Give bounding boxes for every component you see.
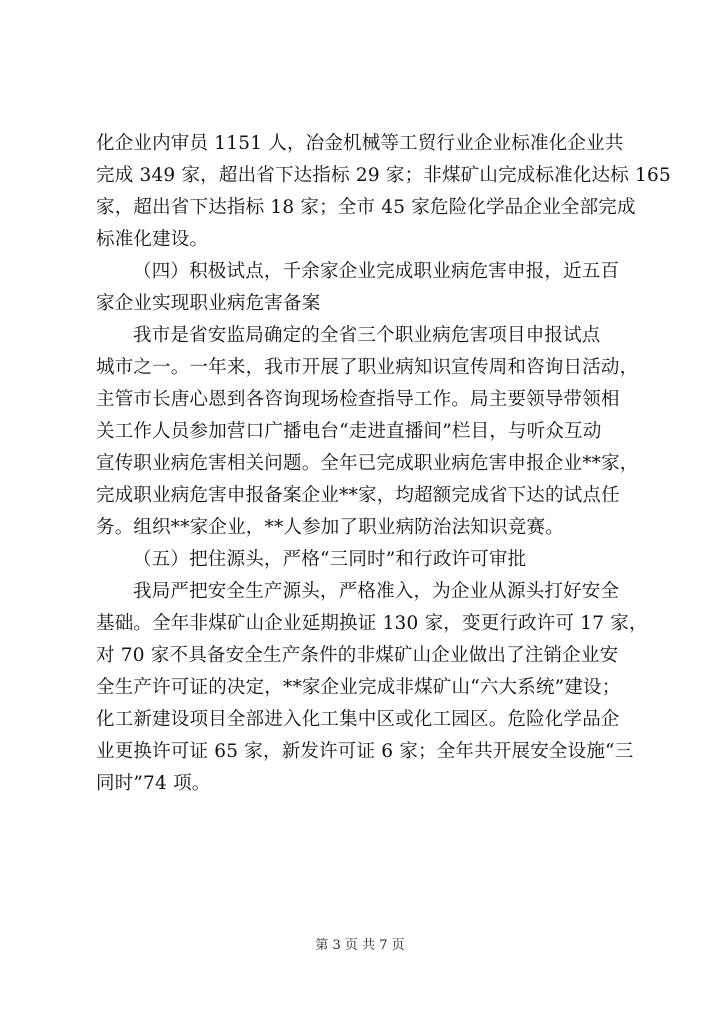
text-line-13: 务。组织**家企业，**人参加了职业病防治法知识竞赛。 bbox=[96, 517, 564, 538]
text-line-15: 我局严把安全生产源头，严格准入，为企业从源头打好安全 bbox=[133, 581, 620, 602]
section-heading-4-line-2: 家企业实现职业病危害备案 bbox=[96, 293, 321, 314]
section-heading-4-line-1: （四）积极试点，千余家企业完成职业病危害申报，近五百 bbox=[133, 261, 620, 282]
text-line-12: 完成职业病危害申报备案企业**家，均超额完成省下达的试点任 bbox=[96, 485, 620, 506]
text-line-21: 同时”74 项。 bbox=[96, 773, 211, 794]
text-line-11: 宣传职业病危害相关问题。全年已完成职业病危害申报企业**家， bbox=[96, 453, 639, 474]
text-line-7: 我市是省安监局确定的全省三个职业病危害项目申报试点 bbox=[133, 325, 601, 346]
text-line-10: 关工作人员参加营口广播电台“走进直播间”栏目，与听众互动 bbox=[96, 421, 602, 442]
page-number-footer: 第 3 页 共 7 页 bbox=[315, 938, 405, 953]
section-heading-5: （五）把住源头，严格“三同时”和行政许可审批 bbox=[133, 549, 527, 570]
text-line-19: 化工新建设项目全部进入化工集中区或化工园区。危险化学品企 bbox=[96, 709, 620, 730]
text-line-9: 主管市长唐心恩到各咨询现场检查指导工作。局主要领导带领相 bbox=[96, 389, 620, 410]
text-line-4: 标准化建设。 bbox=[96, 229, 209, 250]
text-line-8: 城市之一。一年来，我市开展了职业病知识宣传周和咨询日活动， bbox=[96, 357, 639, 378]
text-line-17: 对 70 家不具备安全生产条件的非煤矿山企业做出了注销企业安 bbox=[96, 645, 619, 666]
text-line-1: 化企业内审员 1151 人，冶金机械等工贸行业企业标准化企业共 bbox=[96, 133, 624, 154]
text-line-20: 业更换许可证 65 家，新发许可证 6 家；全年共开展安全设施“三 bbox=[96, 741, 634, 762]
text-line-18: 全生产许可证的决定，**家企业完成非煤矿山“六大系统”建设； bbox=[96, 677, 621, 698]
text-line-16: 基础。全年非煤矿山企业延期换证 130 家，变更行政许可 17 家， bbox=[96, 613, 648, 634]
text-line-3: 家，超出省下达指标 18 家；全市 45 家危险化学品企业全部完成 bbox=[96, 197, 636, 218]
text-line-2: 完成 349 家，超出省下达指标 29 家；非煤矿山完成标准化达标 165 bbox=[96, 165, 671, 186]
